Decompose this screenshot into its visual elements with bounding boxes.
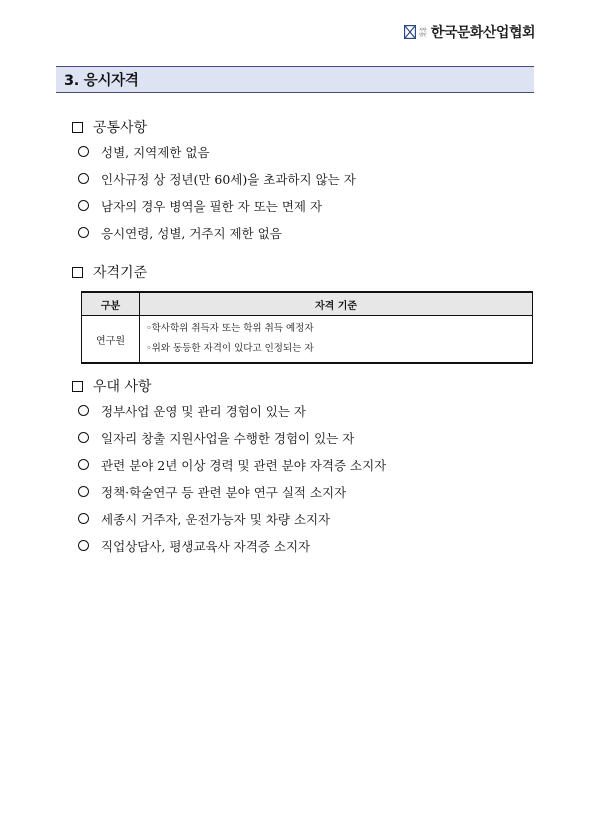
hourglass-logo-icon — [404, 25, 416, 39]
org-type-label: 사단 법인 — [419, 27, 427, 37]
circle-bullet-icon — [78, 405, 89, 416]
section-title: 3. 응시자격 — [56, 66, 534, 93]
circle-bullet-icon — [78, 486, 89, 497]
col-criteria: 자격 기준 — [140, 292, 533, 316]
common-list — [78, 138, 356, 246]
common-header-label: 공통사항 — [93, 120, 148, 136]
common-header — [72, 117, 147, 137]
circle-bullet-icon — [78, 227, 89, 238]
list-item: 세종시 거주자, 운전가능자 및 차량 소지자 — [78, 505, 386, 532]
circle-bullet-icon — [78, 200, 89, 211]
org-logo — [404, 22, 535, 42]
list-item: 정부사업 운영 및 관리 경험이 있는 자 — [78, 397, 386, 424]
list-item: 일자리 창출 지원사업을 수행한 경험이 있는 자 — [78, 424, 386, 451]
circle-bullet-icon — [78, 146, 89, 157]
list-item: 남자의 경우 병역을 필한 자 또는 면제 자 — [78, 192, 356, 219]
circle-bullet-icon — [78, 173, 89, 184]
list-item: 응시연령, 성별, 거주지 제한 없음 — [78, 219, 356, 246]
preference-header — [72, 376, 152, 396]
square-bullet-icon — [72, 267, 83, 278]
list-item: 성별, 지역제한 없음 — [78, 138, 356, 165]
org-name: 한국문화산업협회 — [430, 25, 535, 41]
square-bullet-icon — [72, 381, 83, 392]
criteria-header — [72, 262, 147, 282]
list-item: 인사규정 상 정년(만 60세)을 초과하지 않는 자 — [78, 165, 356, 192]
criteria-header-label: 자격기준 — [93, 265, 148, 281]
circle-bullet-icon — [78, 540, 89, 551]
criteria-table — [81, 291, 533, 364]
list-item: 관련 분야 2년 이상 경력 및 관련 분야 자격증 소지자 — [78, 451, 386, 478]
row-label: 연구원 — [82, 316, 140, 364]
circle-bullet-icon — [78, 459, 89, 470]
list-item: 직업상담사, 평생교육사 자격증 소지자 — [78, 532, 386, 559]
circle-bullet-icon — [78, 513, 89, 524]
criteria-line: ◦학사학위 취득자 또는 학위 취득 예정자 — [146, 323, 314, 334]
preference-list — [78, 397, 386, 559]
table-header-row — [82, 292, 533, 316]
square-bullet-icon — [72, 122, 83, 133]
criteria-detail — [140, 316, 533, 364]
preference-header-label: 우대 사항 — [93, 379, 152, 395]
criteria-line: ◦위와 동등한 자격이 있다고 인정되는 자 — [146, 343, 314, 354]
col-gubun: 구분 — [82, 292, 140, 316]
list-item: 정책·학술연구 등 관련 분야 연구 실적 소지자 — [78, 478, 386, 505]
circle-bullet-icon — [78, 432, 89, 443]
table-row — [82, 316, 533, 364]
